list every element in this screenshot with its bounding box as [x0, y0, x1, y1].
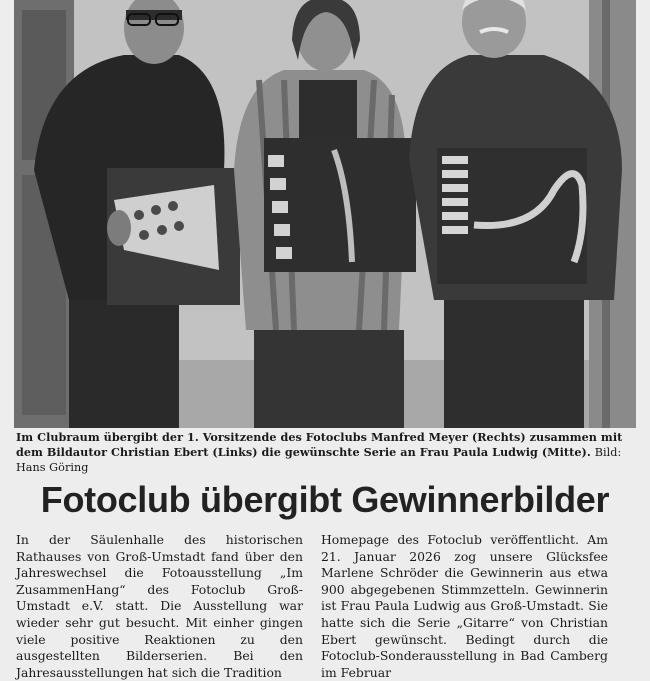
photo-credit: Bild: Hans Göring — [16, 446, 622, 474]
photo-caption — [16, 430, 636, 475]
article-paragraph: Homepage des Fotoclub veröffentlicht. Am 21. Januar 2026 zog unsere Glücksfee Marlene Schröder die Gewinnerin aus etwa 900 abgegebenen Stimmzetteln. Gewinnerin ist Frau Paula Ludwig aus Groß-Umstadt. Sie hatte sich die Serie „Gitarre“ von Christian Ebert gewünscht. Bedingt durch die Fotoclub-Sonderausstellung in Bad Camberg im Februar — [321, 532, 608, 680]
caption-text: Im Clubraum übergibt der 1. Vorsitzende des Fotoclubs Manfred Meyer (Rechts) zusammen mit dem Bildautor Christian Ebert (Links) die gewünschte Serie an Frau Paula Ludwig (Mitte). — [16, 430, 623, 459]
article-paragraph: In der Säulenhalle des historischen Rathauses von Groß-Umstadt fand über den Jahreswechsel die Fotoausstellung „Im ZusammenHang“ des Fotoclub Groß-Umstadt e.V. statt. Die Ausstellung war wieder sehr gut besucht. Mit einher gingen viele positive Reaktionen zu den ausgestellten Bilderserien. Bei den Jahresausstellungen hat sich die Tradition — [16, 532, 303, 680]
article-photo — [14, 0, 636, 428]
photo-illustration — [14, 0, 636, 428]
article-column-right — [321, 532, 608, 681]
article-headline: Fotoclub übergibt Gewinnerbilder — [40, 479, 610, 520]
article-column-left — [16, 532, 303, 681]
